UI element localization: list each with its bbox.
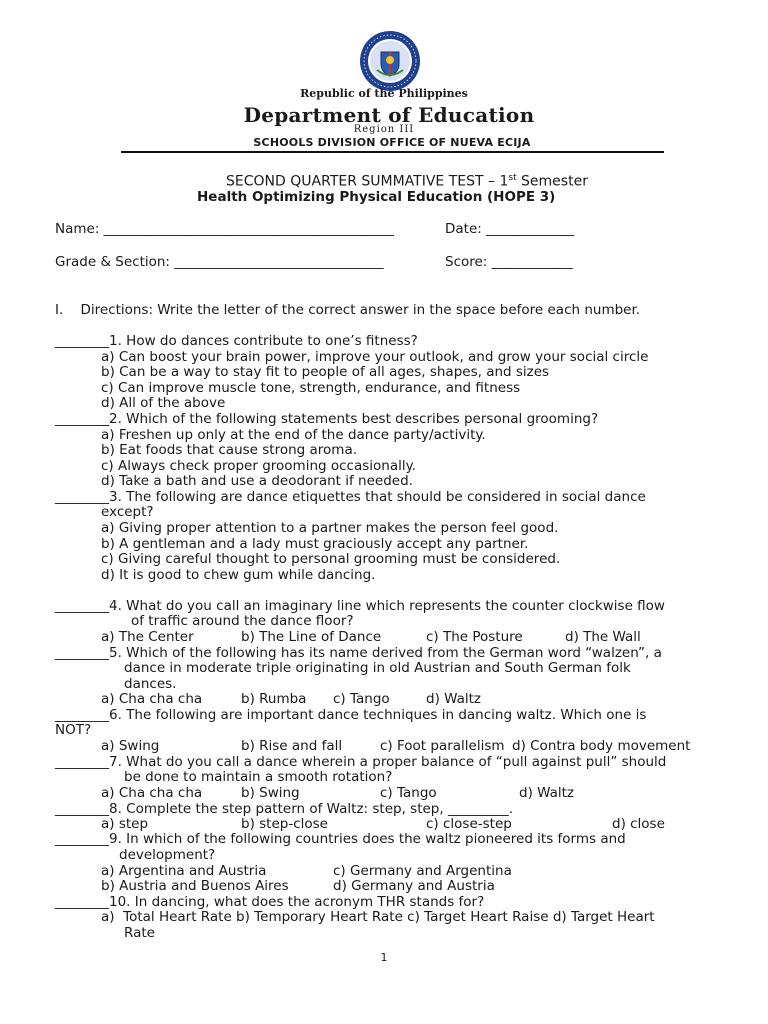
- q10-choices: a) Total Heart Rate b) Temporary Heart Rate c) Target Heart Raise d) Target Heart: [101, 909, 655, 925]
- q7-choice-a: a) Cha cha cha: [101, 785, 203, 801]
- test-title: SECOND QUARTER SUMMATIVE TEST – 1st Semester: [226, 173, 588, 190]
- q2-choice-a: a) Freshen up only at the end of the dance party/activity.: [101, 427, 486, 443]
- question-3: ________3. The following are dance etiquettes that should be considered in social dance: [55, 489, 646, 505]
- department-heading: Department of Education: [243, 103, 535, 127]
- q2-choice-d: d) Take a bath and use a deodorant if needed.: [101, 473, 413, 489]
- q2-choice-c: c) Always check proper grooming occasionally.: [101, 458, 416, 474]
- question-10: ________10. In dancing, what does the acronym THR stands for?: [55, 894, 485, 910]
- header-divider: [121, 151, 664, 153]
- q9-choice-c: c) Germany and Argentina: [333, 863, 512, 879]
- q5-choice-c: c) Tango: [333, 691, 390, 707]
- q4-choice-c: c) The Posture: [426, 629, 523, 645]
- question-6-cont: NOT?: [55, 722, 92, 738]
- q7-choice-d: d) Waltz: [519, 785, 575, 801]
- q5-choice-b: b) Rumba: [241, 691, 307, 707]
- q1-choice-b: b) Can be a way to stay fit to people of all ages, shapes, and sizes: [101, 364, 550, 380]
- q9-choice-a: a) Argentina and Austria: [101, 863, 267, 879]
- q8-choice-d: d) close: [612, 816, 665, 832]
- q2-choice-b: b) Eat foods that cause strong aroma.: [101, 442, 358, 458]
- name-field[interactable]: Name: ___________________________________________: [55, 221, 394, 237]
- question-5: ________5. Which of the following has its name derived from the German word “walzen”, a: [55, 645, 662, 661]
- question-7: ________7. What do you call a dance wherein a proper balance of “pull against pull” should: [55, 754, 667, 770]
- q5-choice-a: a) Cha cha cha: [101, 691, 203, 707]
- directions-text: I. Directions: Write the letter of the correct answer in the space before each number.: [55, 302, 641, 318]
- region-heading: Region III: [353, 124, 415, 135]
- grade-section-field[interactable]: Grade & Section: _______________________________: [55, 254, 384, 270]
- q4-choice-a: a) The Center: [101, 629, 194, 645]
- question-7-cont: be done to maintain a smooth rotation?: [124, 769, 393, 785]
- question-9: ________9. In which of the following countries does the waltz pioneered its forms and: [55, 831, 626, 847]
- q5-choice-d: d) Waltz: [426, 691, 482, 707]
- q4-choice-b: b) The Line of Dance: [241, 629, 382, 645]
- date-field[interactable]: Date: _____________: [445, 221, 574, 237]
- q6-choice-c: c) Foot parallelism: [380, 738, 505, 754]
- q8-choice-c: c) close-step: [426, 816, 512, 832]
- q4-choice-d: d) The Wall: [565, 629, 641, 645]
- q7-choice-c: c) Tango: [380, 785, 437, 801]
- q7-choice-b: b) Swing: [241, 785, 300, 801]
- republic-heading: Republic of the Philippines: [300, 87, 468, 100]
- q10-choices-cont: Rate: [124, 925, 155, 941]
- q3-choice-a: a) Giving proper attention to a partner makes the person feel good.: [101, 520, 559, 536]
- q1-choice-d: d) All of the above: [101, 395, 226, 411]
- question-9-cont: development?: [119, 847, 216, 863]
- q3-choice-d: d) It is good to chew gum while dancing.: [101, 567, 376, 583]
- q9-choice-d: d) Germany and Austria: [333, 878, 495, 894]
- question-4-cont: of traffic around the dance floor?: [131, 613, 354, 629]
- question-6: ________6. The following are important dance techniques in dancing waltz. Which one is: [55, 707, 647, 723]
- score-field[interactable]: Score: ____________: [445, 254, 573, 270]
- q6-choice-d: d) Contra body movement: [512, 738, 691, 754]
- question-3-cont: except?: [101, 504, 154, 520]
- q1-choice-c: c) Can improve muscle tone, strength, endurance, and fitness: [101, 380, 521, 396]
- q6-choice-a: a) Swing: [101, 738, 160, 754]
- question-2: ________2. Which of the following statements best describes personal grooming?: [55, 411, 599, 427]
- subject-title: Health Optimizing Physical Education (HOPE 3): [197, 189, 556, 205]
- question-5-cont: dance in moderate triple originating in old Austrian and South German folk: [124, 660, 631, 676]
- q8-choice-b: b) step-close: [241, 816, 328, 832]
- q1-choice-a: a) Can boost your brain power, improve your outlook, and grow your social circle: [101, 349, 649, 365]
- q6-choice-b: b) Rise and fall: [241, 738, 343, 754]
- question-1: ________1. How do dances contribute to one’s fitness?: [55, 333, 418, 349]
- question-8: ________8. Complete the step pattern of Waltz: step, step, _________.: [55, 801, 513, 817]
- q3-choice-b: b) A gentleman and a lady must graciously accept any partner.: [101, 536, 529, 552]
- q8-choice-a: a) step: [101, 816, 149, 832]
- q3-choice-c: c) Giving careful thought to personal grooming must be considered.: [101, 551, 561, 567]
- division-heading: SCHOOLS DIVISION OFFICE OF NUEVA ECIJA: [253, 136, 531, 149]
- question-4: ________4. What do you call an imaginary line which represents the counter clockwise flow: [55, 598, 665, 614]
- question-5-cont-2: dances.: [124, 676, 177, 692]
- deped-seal-logo: [359, 30, 421, 92]
- page-number: 1: [380, 951, 388, 964]
- q9-choice-b: b) Austria and Buenos Aires: [101, 878, 289, 894]
